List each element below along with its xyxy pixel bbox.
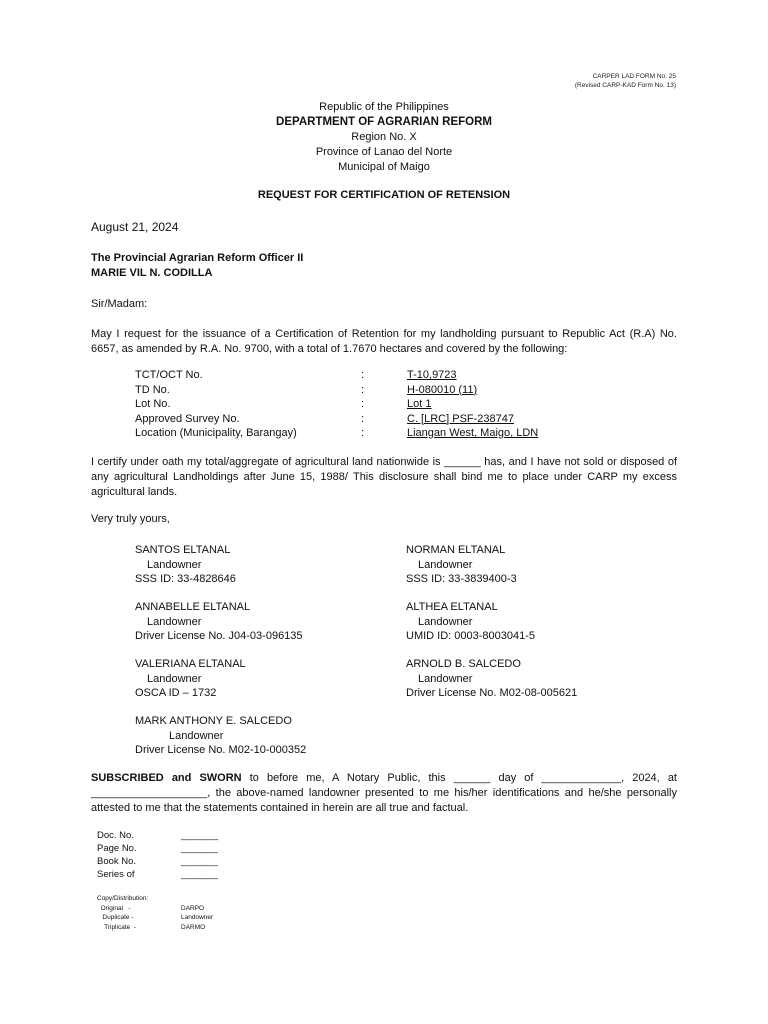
signatory-role: Landowner: [169, 729, 224, 742]
property-details: [135, 368, 605, 441]
jurat-paragraph: [91, 771, 677, 816]
signatory-name: NORMAN ELTANAL: [406, 544, 506, 556]
property-separator: :: [361, 398, 365, 410]
copy-label: Duplicate -: [97, 914, 134, 921]
signatory-role: Landowner: [147, 558, 202, 571]
signatory-block: [406, 657, 577, 701]
notary-blank: _______: [181, 843, 218, 854]
salutation: Sir/Madam:: [91, 298, 148, 310]
signatory-role: Landowner: [418, 558, 473, 571]
header-republic: Republic of the Philippines: [319, 101, 449, 113]
header-province: Province of Lanao del Norte: [315, 146, 453, 158]
property-value: Liangan West, Maigo, LDN: [407, 427, 539, 439]
property-separator: :: [361, 427, 365, 439]
document-title: REQUEST FOR CERTIFICATION OF RETENSION: [257, 189, 511, 201]
header-department: DEPARTMENT OF AGRARIAN REFORM: [276, 116, 492, 128]
copy-label: Original -: [97, 904, 131, 912]
property-value: Lot 1: [407, 398, 432, 410]
notary-blank: _______: [181, 856, 218, 867]
addressee-position: The Provincial Agrarian Reform Officer II: [91, 252, 304, 264]
header-municipal: Municipal of Maigo: [338, 161, 430, 173]
signatory-name: ARNOLD B. SALCEDO: [406, 658, 521, 670]
copy-recipient: DARMO: [181, 923, 206, 931]
property-label: TD No.: [135, 383, 170, 396]
letter-date: August 21, 2024: [91, 220, 179, 234]
signatory-block: [135, 657, 246, 701]
signatory-id: UMID ID: 0003-8003041-5: [406, 630, 536, 642]
notary-blank: _______: [181, 830, 218, 841]
closing: Very truly yours,: [91, 513, 170, 525]
property-separator: :: [361, 383, 365, 396]
notary-label: Page No.: [97, 843, 137, 854]
property-row-survey: [135, 412, 605, 427]
property-value: C. [LRC] PSF-238747: [407, 412, 514, 425]
copy-row: [97, 904, 277, 914]
signatory-id: Driver License No. M02-10-000352: [135, 744, 307, 756]
property-label: Lot No.: [135, 398, 171, 410]
signatory-block: [135, 600, 303, 644]
notary-entries: [97, 829, 277, 881]
property-value: T-10,9723: [407, 369, 457, 381]
signatory-name: VALERIANA ELTANAL: [135, 658, 246, 670]
signatory-block: [406, 600, 535, 644]
jurat-bold-lead: SUBSCRIBED and SWORN: [91, 772, 242, 784]
copy-row: [97, 913, 277, 923]
signatory-block: [406, 543, 517, 587]
property-label: Approved Survey No.: [135, 412, 240, 425]
notary-row: [97, 855, 277, 868]
signatory-id: Driver License No. J04-03-096135: [135, 630, 303, 642]
signatory-name: MARK ANTHONY E. SALCEDO: [135, 715, 292, 727]
signatory-name: ANNABELLE ELTANAL: [135, 601, 251, 613]
notary-row: [97, 868, 277, 881]
form-reference-line2: (Revised CARP-KAD Form No. 13): [574, 82, 676, 89]
signatory-block: [135, 543, 236, 587]
signatory-block: [135, 714, 306, 758]
copy-distribution-heading: Copy/Distribution:: [97, 895, 149, 902]
property-row-tct: [135, 368, 605, 383]
form-reference-line1: CARPER LAD FORM No. 25: [592, 73, 676, 80]
copy-recipient: Landowner: [181, 914, 214, 921]
copy-distribution: [97, 894, 277, 932]
signatory-name: SANTOS ELTANAL: [135, 544, 231, 556]
property-row-location: [135, 426, 605, 441]
addressee-name: MARIE VIL N. CODILLA: [91, 267, 213, 279]
header-region: Region No. X: [351, 131, 417, 143]
notary-label: Doc. No.: [97, 830, 134, 841]
signatory-id: SSS ID: 33-3839400-3: [406, 573, 517, 585]
certification-paragraph: I certify under oath my total/aggregate of agricultural land nationwide is ______ has, and I have not sold or disposed of any agricultural Landholdings after June 15, 1988/ This disclosure shall bind me to place under CARP my excess agricultural lands.: [91, 456, 677, 498]
notary-blank: _______: [181, 869, 218, 880]
property-row-td: [135, 383, 605, 398]
notary-label: Series of: [97, 869, 135, 880]
property-separator: :: [361, 369, 365, 381]
signatory-role: Landowner: [147, 615, 202, 628]
signatory-role: Landowner: [147, 672, 202, 685]
notary-row: [97, 829, 277, 842]
notary-label: Book No.: [97, 856, 137, 867]
notary-row: [97, 842, 277, 855]
copy-label: Triplicate -: [97, 923, 137, 931]
signatory-id: OSCA ID – 1732: [135, 687, 217, 699]
signatory-role: Landowner: [418, 615, 473, 628]
property-separator: :: [361, 412, 365, 425]
property-label: TCT/OCT No.: [135, 369, 203, 381]
jurat-text: to before me, A Notary Public, this ______ day of _____________, 2024, at ___________________, the above-named landowner presented to me his/her identifications and he/she personally attested to me that the statements contained in herein are all true and factual.: [91, 772, 677, 814]
form-reference: [575, 72, 676, 90]
copy-recipient: DARPO: [181, 904, 205, 912]
signatory-id: SSS ID: 33-4828646: [135, 573, 236, 585]
property-label: Location (Municipality, Barangay): [135, 427, 297, 439]
signatory-name: ALTHEA ELTANAL: [406, 601, 498, 613]
signatory-id: Driver License No. M02-08-005621: [406, 687, 578, 699]
property-row-lot: [135, 397, 605, 412]
request-paragraph: May I request for the issuance of a Certification of Retention for my landholding pursuant to Republic Act (R.A) No. 6657, as amended by R.A. No. 9700, with a total of 1.7670 hectares and covered by the following:: [91, 328, 677, 355]
copy-row: [97, 923, 277, 933]
property-value: H-080010 (11): [407, 383, 478, 396]
signatory-role: Landowner: [418, 672, 473, 685]
